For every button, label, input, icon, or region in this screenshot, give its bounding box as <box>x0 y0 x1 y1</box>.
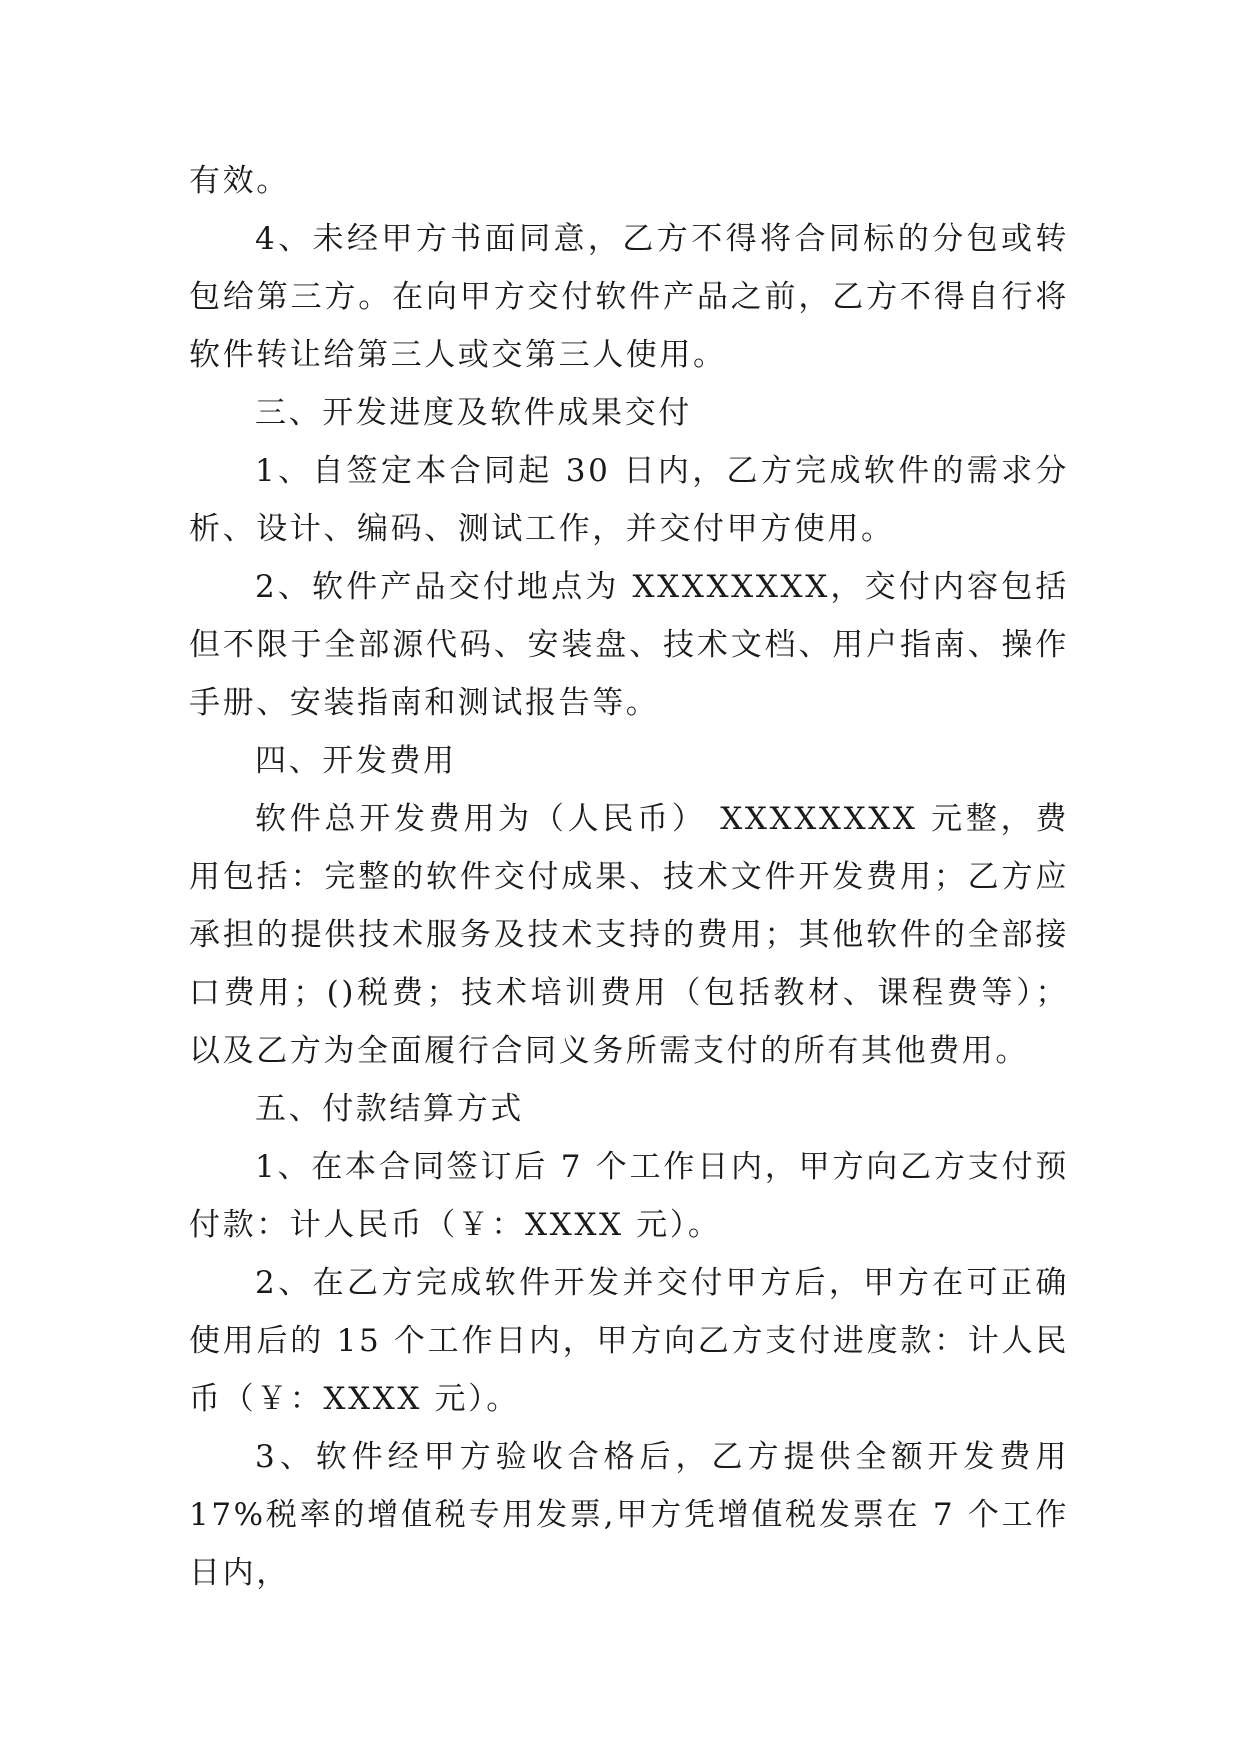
paragraph-clause-3-1: 1、自签定本合同起 30 日内，乙方完成软件的需求分析、设计、编码、测试工作，并交付甲方使用。 <box>189 453 1069 547</box>
paragraph-continuation: 有效。 <box>189 163 290 199</box>
section-heading-4: 四、开发费用 <box>255 743 457 779</box>
paragraph-clause-5-3: 3、软件经甲方验收合格后，乙方提供全额开发费用 17%税率的增值税专用发票,甲方凭增值税发票在 7 个工作日内， <box>189 1439 1069 1591</box>
paragraph-clause-3-2: 2、软件产品交付地点为 XXXXXXXX，交付内容包括但不限于全部源代码、安装盘、技术文档、用户指南、操作手册、安装指南和测试报告等。 <box>189 569 1069 721</box>
paragraph-clause-5-2: 2、在乙方完成软件开发并交付甲方后，甲方在可正确使用后的 15 个工作日内，甲方向乙方支付进度款：计人民币（￥：XXXX 元）。 <box>189 1265 1069 1417</box>
paragraph-clause-2-4: 4、未经甲方书面同意，乙方不得将合同标的分包或转包给第三方。在向甲方交付软件产品之前，乙方不得自行将软件转让给第三人或交第三人使用。 <box>189 221 1069 373</box>
section-heading-3: 三、开发进度及软件成果交付 <box>255 395 692 431</box>
section-heading-5: 五、付款结算方式 <box>255 1091 524 1127</box>
contract-body <box>189 152 1069 1602</box>
paragraph-clause-5-1: 1、在本合同签订后 7 个工作日内，甲方向乙方支付预付款：计人民币（￥：XXXX 元）。 <box>189 1149 1069 1243</box>
paragraph-clause-4-1: 软件总开发费用为（人民币） XXXXXXXX 元整，费用包括：完整的软件交付成果、技术文件开发费用；乙方应承担的提供技术服务及技术支持的费用；其他软件的全部接口费用；()税费；技术培训费用（包括教材、课程费等）；以及乙方为全面履行合同义务所需支付的所有其他费用。 <box>189 801 1069 1069</box>
